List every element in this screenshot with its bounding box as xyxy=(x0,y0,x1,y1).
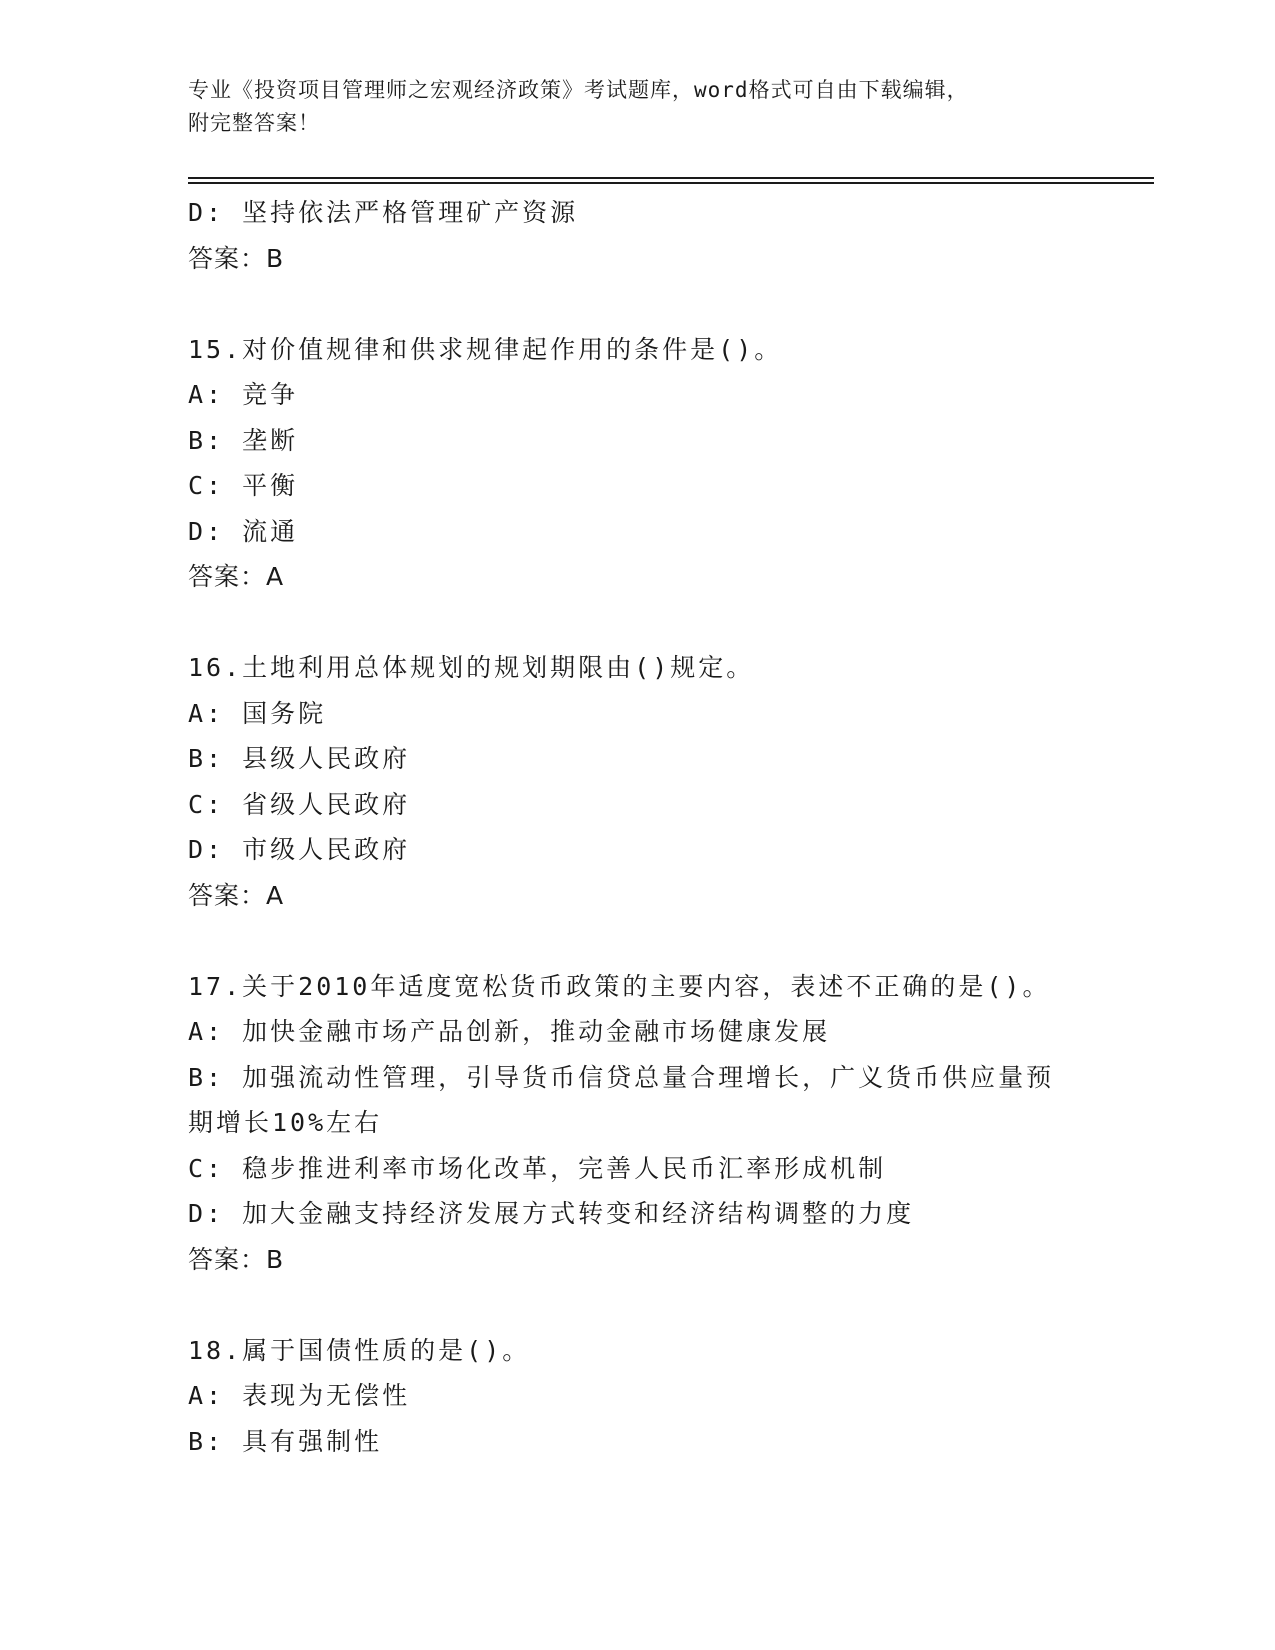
header-rule-top xyxy=(188,177,1154,179)
option-a: A: 加快金融市场产品创新，推动金融市场健康发展 xyxy=(188,1017,831,1046)
question-text: 17.关于2010年适度宽松货币政策的主要内容，表述不正确的是()。 xyxy=(188,971,1051,1001)
answer: 答案：B xyxy=(188,1244,285,1274)
option-b: B: 垄断 xyxy=(188,425,299,455)
question-15 xyxy=(188,327,1088,600)
option-b-line-2: 期增长10%左右 xyxy=(188,1108,383,1137)
option-c: C: 平衡 xyxy=(188,471,299,500)
question-14-tail xyxy=(188,190,1088,281)
option-a: A: 竞争 xyxy=(188,380,299,409)
option-d: D: 加大金融支持经济发展方式转变和经济结构调整的力度 xyxy=(188,1199,915,1228)
document-header xyxy=(188,74,1088,140)
question-17 xyxy=(188,964,1088,1283)
option-b: B: 县级人民政府 xyxy=(188,744,411,773)
question-text: 16.土地利用总体规划的规划期限由()规定。 xyxy=(188,653,755,682)
option-a: A: 国务院 xyxy=(188,698,327,728)
header-line-1: 专业《投资项目管理师之宏观经济政策》考试题库，word格式可自由下载编辑， xyxy=(188,78,969,102)
option-b: B: 具有强制性 xyxy=(188,1426,383,1456)
option-b-line-1: B: 加强流动性管理，引导货币信贷总量合理增长，广义货币供应量预 xyxy=(188,1062,1055,1092)
question-18 xyxy=(188,1328,1088,1465)
question-text: 15.对价值规律和供求规律起作用的条件是()。 xyxy=(188,334,783,364)
option-d: D: 坚持依法严格管理矿产资源 xyxy=(188,198,579,227)
header-rule-bottom xyxy=(188,182,1154,184)
answer: 答案：B xyxy=(188,243,285,273)
question-text: 18.属于国债性质的是()。 xyxy=(188,1335,531,1365)
header-line-2: 附完整答案！ xyxy=(188,111,320,135)
spacer xyxy=(188,281,1088,327)
spacer xyxy=(188,918,1088,964)
answer: 答案：A xyxy=(188,880,285,910)
option-c: C: 稳步推进利率市场化改革，完善人民币汇率形成机制 xyxy=(188,1153,887,1183)
option-c: C: 省级人民政府 xyxy=(188,789,411,819)
spacer xyxy=(188,600,1088,646)
option-a: A: 表现为无偿性 xyxy=(188,1381,411,1410)
answer: 答案：A xyxy=(188,562,285,591)
question-list xyxy=(188,190,1088,1464)
option-d: D: 流通 xyxy=(188,516,299,546)
option-d: D: 市级人民政府 xyxy=(188,835,411,864)
question-16 xyxy=(188,645,1088,918)
spacer xyxy=(188,1282,1088,1328)
